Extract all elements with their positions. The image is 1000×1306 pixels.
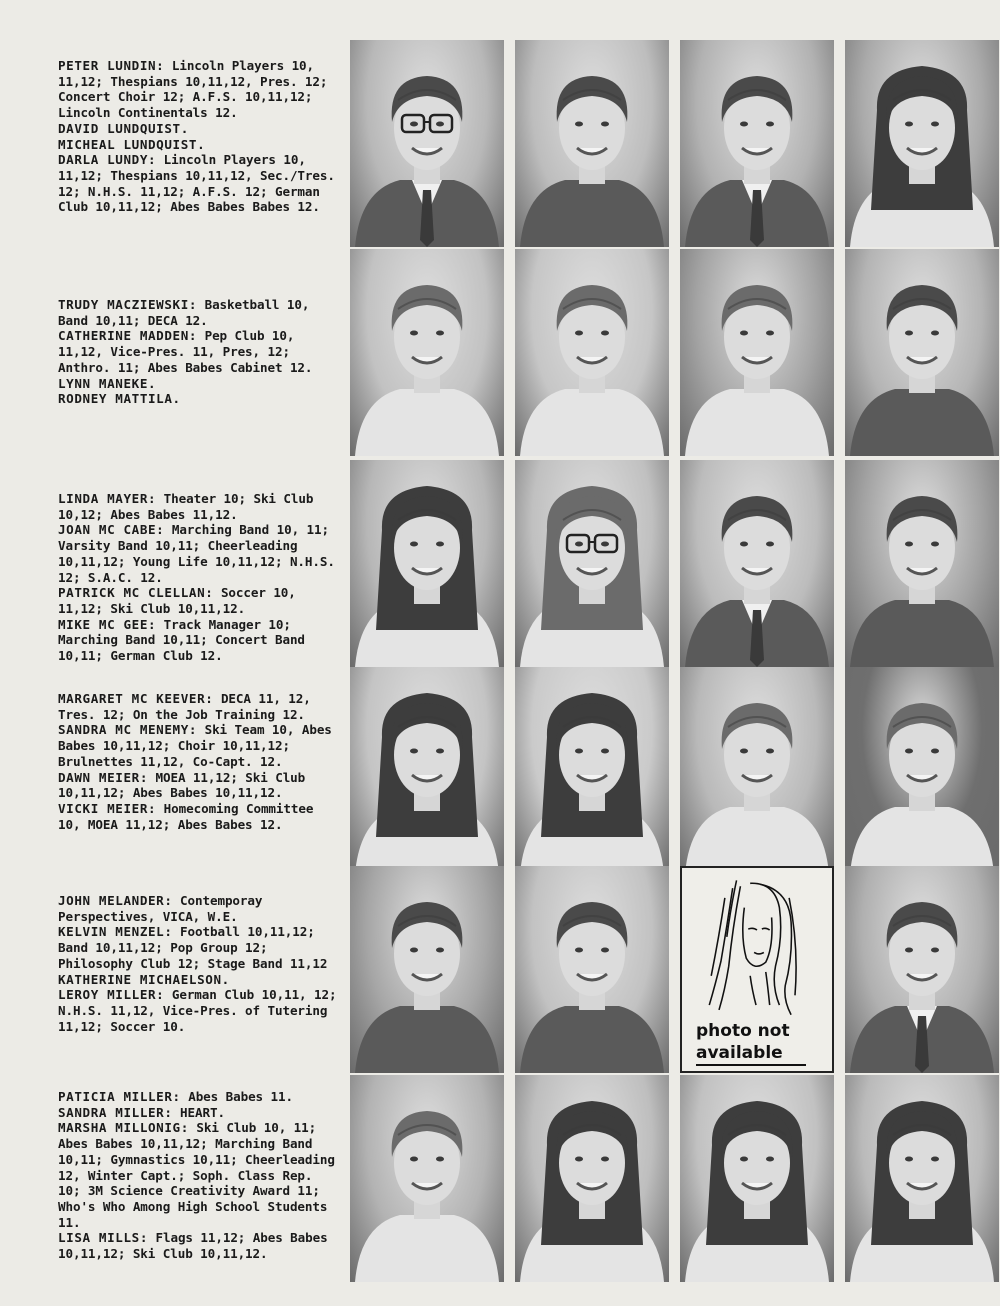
sketch-neck	[750, 972, 769, 1005]
eye	[766, 542, 774, 547]
portrait-photo	[350, 1075, 504, 1282]
portrait-photo	[680, 1075, 834, 1282]
portrait-photo	[515, 667, 669, 874]
portrait-leroy-miller	[845, 866, 999, 1073]
eye	[766, 331, 774, 336]
eye	[740, 749, 748, 754]
student-name: LISA MILLS:	[58, 1230, 149, 1246]
portrait-rodney-mattila	[845, 249, 999, 456]
clothing	[850, 600, 994, 667]
portrait-joan-mc-cabe	[515, 460, 669, 667]
student-entry	[58, 391, 340, 407]
eye	[436, 542, 444, 547]
student-name: KATHERINE MICHAELSON.	[58, 971, 230, 987]
portrait-darla-lundy	[845, 40, 999, 247]
portrait-photo	[350, 249, 504, 456]
eye	[740, 331, 748, 336]
portrait-photo	[350, 667, 504, 874]
portrait-john-melander	[350, 866, 504, 1073]
portrait-kelvin-menzel	[515, 866, 669, 1073]
student-entry	[58, 1230, 340, 1261]
portrait-catherine-madden	[515, 249, 669, 456]
eye	[436, 331, 444, 336]
student-activities: DECA 11, 12, Tres. 12; On the Job Training 12.	[58, 691, 311, 722]
student-bio-block	[58, 297, 340, 407]
student-entry	[58, 152, 340, 215]
sketch-mouth	[754, 952, 764, 953]
eye	[905, 1157, 913, 1162]
portrait-mike-mc-gee	[845, 460, 999, 667]
sketch-eye	[748, 928, 757, 930]
portrait-linda-mayer	[350, 460, 504, 667]
student-name: PETER LUNDIN:	[58, 58, 165, 73]
student-activities: Soccer 10, 11,12; Ski Club 10,11,12.	[58, 585, 296, 616]
eye	[905, 948, 913, 953]
photo-not-available-line2: available	[696, 1042, 806, 1066]
eye	[601, 1157, 609, 1162]
student-name: JOAN MC CABE:	[58, 522, 165, 538]
student-entry	[58, 924, 340, 971]
portrait-photo	[515, 40, 669, 247]
portrait-photo	[350, 40, 504, 247]
eye	[436, 948, 444, 953]
clothing	[685, 807, 829, 874]
clothing	[520, 1006, 664, 1073]
portrait-photo	[680, 249, 834, 456]
portrait-photo	[680, 460, 834, 667]
portrait-photo	[515, 460, 669, 667]
portrait-photo	[845, 249, 999, 456]
student-entry	[58, 722, 340, 769]
student-bio-block	[58, 691, 340, 832]
student-entry	[58, 137, 340, 153]
student-bio-block	[58, 58, 340, 215]
clothing	[850, 807, 994, 874]
sketch-eye	[762, 928, 770, 930]
portrait-trudy-macziewski	[350, 249, 504, 456]
student-entry	[58, 491, 340, 522]
eye	[601, 948, 609, 953]
student-name: LINDA MAYER:	[58, 491, 157, 506]
portrait-photo	[680, 667, 834, 874]
eye	[575, 948, 583, 953]
eye	[740, 542, 748, 547]
portrait-photo	[515, 249, 669, 456]
eye	[905, 542, 913, 547]
portrait-peter-lundin	[350, 40, 504, 247]
student-entry	[58, 987, 340, 1034]
portrait-dawn-meier	[680, 667, 834, 874]
student-name: MICHEAL LUNDQUIST.	[58, 136, 206, 152]
clothing	[355, 1215, 499, 1282]
eye	[410, 1157, 418, 1162]
eye	[575, 749, 583, 754]
eye	[436, 749, 444, 754]
clothing	[520, 180, 664, 247]
student-activities: Football 10,11,12; Band 10,11,12; Pop Group 12; Philosophy Club 12; Stage Band 11,12	[58, 924, 328, 971]
portrait-vicki-meier	[845, 667, 999, 874]
eye	[575, 542, 583, 547]
portrait-lisa-mills	[845, 1075, 999, 1282]
eye	[766, 1157, 774, 1162]
eye	[410, 331, 418, 336]
portrait-photo	[845, 40, 999, 247]
student-name: LEROY MILLER:	[58, 987, 165, 1003]
student-name: VICKI MEIER:	[58, 800, 157, 816]
eye	[410, 122, 418, 127]
portrait-photo	[845, 667, 999, 874]
portrait-photo	[350, 866, 504, 1073]
portrait-patrick-mc-clellan	[680, 460, 834, 667]
clothing	[520, 389, 664, 456]
student-entry	[58, 585, 340, 616]
student-name: MARGARET MC KEEVER:	[58, 691, 214, 706]
eye	[410, 948, 418, 953]
eye	[575, 122, 583, 127]
student-name: DARLA LUNDY:	[58, 152, 157, 168]
portrait-photo	[845, 1075, 999, 1282]
student-name: PATICIA MILLER:	[58, 1089, 181, 1104]
portrait-photo	[515, 866, 669, 1073]
portrait-marsha-millonig	[680, 1075, 834, 1282]
portrait-photo	[350, 460, 504, 667]
student-activities: German Club 10,11, 12; N.H.S. 11,12, Vice-Pres. of Tutering 11,12; Soccer 10.	[58, 987, 337, 1034]
eye	[601, 542, 609, 547]
student-name: CATHERINE MADDEN:	[58, 328, 198, 344]
student-activities: Track Manager 10; Marching Band 10,11; Concert Band 10,11; German Club 12.	[58, 616, 305, 664]
student-name: DAVID LUNDQUIST.	[58, 120, 189, 136]
student-entry	[58, 801, 340, 832]
eye	[931, 1157, 939, 1162]
student-name: TRUDY MACZIEWSKI:	[58, 297, 198, 312]
clothing	[685, 389, 829, 456]
student-name: RODNEY MATTILA.	[58, 391, 181, 407]
portrait-david-lundquist	[515, 40, 669, 247]
student-activities: Ski Team 10, Abes Babes 10,11,12; Choir 10,11,12; Brulnettes 11,12, Co-Capt. 12.	[58, 722, 332, 769]
student-name: MARSHA MILLONIG:	[58, 1120, 189, 1136]
student-bio-block	[58, 1089, 340, 1262]
student-entry	[58, 617, 340, 664]
eye	[436, 122, 444, 127]
student-name: MIKE MC GEE:	[58, 616, 157, 632]
student-activities: Basketball 10, Band 10,11; DECA 12.	[58, 297, 310, 328]
eye	[575, 1157, 583, 1162]
student-activities: Lincoln Players 10, 11,12; Thespians 10,11,12, Sec./Tres. 12; N.H.S. 11,12; A.F.S. 12; German Club 10,11,12; Abes Babes Babes 12.	[58, 152, 335, 215]
student-name: JOHN MELANDER:	[58, 893, 173, 908]
portrait-paticia-miller	[350, 1075, 504, 1282]
student-activities: Lincoln Players 10, 11,12; Thespians 10,11,12, Pres. 12; Concert Choir 12; A.F.S. 10,11,12; Lincoln Continentals 12.	[58, 58, 328, 121]
student-name: SANDRA MILLER:	[58, 1104, 173, 1120]
photo-not-available	[680, 866, 834, 1073]
student-entry	[58, 297, 340, 328]
portrait-photo	[845, 866, 999, 1073]
student-name: SANDRA MC MENEMY:	[58, 722, 198, 738]
eye	[931, 542, 939, 547]
student-entry	[58, 376, 340, 392]
student-entry	[58, 1105, 340, 1121]
student-activities: Homecoming Committee 10, MOEA 11,12; Abes Babes 12.	[58, 800, 314, 832]
student-activities: Contemporay Perspectives, VICA, W.E.	[58, 893, 263, 924]
eye	[575, 331, 583, 336]
eye	[740, 122, 748, 127]
portrait-photo	[680, 40, 834, 247]
student-entry	[58, 121, 340, 137]
eye	[410, 542, 418, 547]
eye	[766, 749, 774, 754]
student-bio-block	[58, 893, 340, 1034]
student-name: KELVIN MENZEL:	[58, 924, 173, 940]
portrait-margaret-mc-keever	[350, 667, 504, 874]
portrait-lynn-maneke	[680, 249, 834, 456]
student-activities: HEART.	[180, 1104, 225, 1120]
portrait-sandra-mc-menemy	[515, 667, 669, 874]
student-activities: Flags 11,12; Abes Babes 10,11,12; Ski Club 10,11,12.	[58, 1230, 328, 1262]
eye	[601, 122, 609, 127]
student-entry	[58, 691, 340, 722]
sketch-hair-line	[750, 883, 781, 1005]
photo-not-available-line1: photo not	[696, 1021, 790, 1041]
student-entry	[58, 1089, 340, 1105]
clothing	[355, 1006, 499, 1073]
eye	[601, 331, 609, 336]
sketch-hair-line	[709, 888, 732, 1005]
student-name: PATRICK MC CLELLAN:	[58, 585, 214, 601]
portrait-micheal-lundquist	[680, 40, 834, 247]
student-entry	[58, 1120, 340, 1230]
student-activities: Theater 10; Ski Club 10,12; Abes Babes 11,12.	[58, 491, 314, 522]
student-entry	[58, 972, 340, 988]
eye	[931, 948, 939, 953]
eye	[436, 1157, 444, 1162]
eye	[601, 749, 609, 754]
eye	[931, 331, 939, 336]
student-activities: MOEA 11,12; Ski Club 10,11,12; Abes Babes 10,11,12.	[58, 769, 306, 801]
student-name: DAWN MEIER:	[58, 769, 149, 785]
student-entry	[58, 770, 340, 801]
student-entry	[58, 328, 340, 375]
student-name: LYNN MANEKE.	[58, 375, 157, 391]
clothing	[850, 389, 994, 456]
clothing	[355, 389, 499, 456]
eye	[905, 122, 913, 127]
student-entry	[58, 893, 340, 924]
portrait-sandra-miller	[515, 1075, 669, 1282]
eye	[931, 122, 939, 127]
student-bio-block	[58, 491, 340, 664]
student-entry	[58, 58, 340, 121]
eye	[905, 331, 913, 336]
student-activities: Ski Club 10, 11; Abes Babes 10,11,12; Marching Band 10,11; Gymnastics 10,11; Cheerleading 12, Winter Capt.; Soph. Class Rep. 10; 3M Science Creativity Award 11; Who's Who Among High School Students 11.	[58, 1120, 335, 1230]
eye	[740, 1157, 748, 1162]
eye	[905, 749, 913, 754]
student-activities: Marching Band 10, 11; Varsity Band 10,11; Cheerleading 10,11,12; Young Life 10,11,12; N.H.S. 12; S.A.C. 12.	[58, 522, 335, 585]
student-activities: Pep Club 10, 11,12, Vice-Pres. 11, Pres, 12; Anthro. 11; Abes Babes Cabinet 12.	[58, 328, 313, 375]
sketch-face	[743, 908, 772, 967]
eye	[931, 749, 939, 754]
eye	[410, 749, 418, 754]
eye	[766, 122, 774, 127]
student-entry	[58, 522, 340, 585]
portrait-photo	[845, 460, 999, 667]
portrait-photo	[515, 1075, 669, 1282]
student-activities: Abes Babes 11.	[188, 1089, 293, 1104]
